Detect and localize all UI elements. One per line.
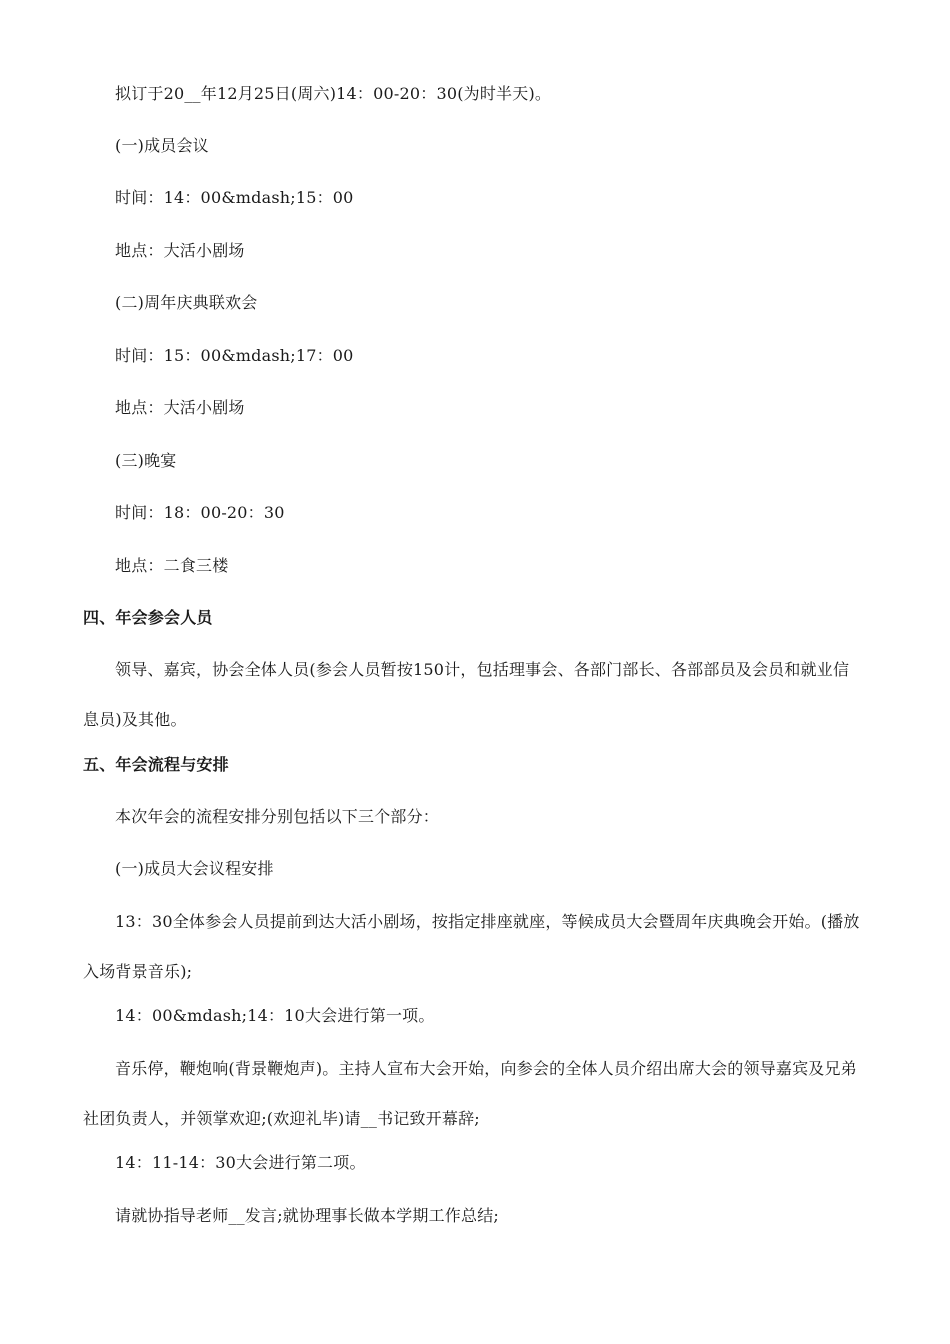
member-meeting-time: 时间：14：00&mdash;15：00 (115, 188, 354, 207)
section5-paragraph-arrival: 13：30全体参会人员提前到达大活小剧场，按指定排座就座，等候成员大会暨周年庆典晚会开始。(播放入场背景音乐); (83, 912, 860, 981)
section5-item1-time: 14：00&mdash;14：10大会进行第一项。 (115, 1006, 435, 1025)
anniversary-party-title: (二)周年庆典联欢会 (115, 293, 258, 312)
section5-heading: 五、年会流程与安排 (83, 755, 229, 774)
section5-paragraph-opening: 音乐停，鞭炮响(背景鞭炮声)。主持人宣布大会开始，向参会的全体人员介绍出席大会的领导嘉宾及兄弟社团负责人，并领掌欢迎;(欢迎礼毕)请__书记致开幕辞; (83, 1059, 857, 1128)
dinner-time: 时间：18：00-20：30 (115, 503, 285, 522)
section5-speech-line: 请就协指导老师__发言;就协理事长做本学期工作总结; (115, 1206, 499, 1225)
member-meeting-title: (一)成员会议 (115, 136, 209, 155)
anniversary-party-location: 地点：大活小剧场 (115, 398, 245, 417)
section5-item2-time: 14：11-14：30大会进行第二项。 (115, 1153, 366, 1172)
schedule-date-line: 拟订于20__年12月25日(周六)14：00-20：30(为时半天)。 (115, 84, 552, 103)
section5-intro: 本次年会的流程安排分别包括以下三个部分： (115, 807, 440, 826)
dinner-title: (三)晚宴 (115, 451, 177, 470)
anniversary-party-time: 时间：15：00&mdash;17：00 (115, 346, 354, 365)
section4-heading: 四、年会参会人员 (83, 608, 213, 627)
member-meeting-location: 地点：大活小剧场 (115, 241, 245, 260)
dinner-location: 地点：二食三楼 (115, 556, 229, 575)
section4-body: 领导、嘉宾，协会全体人员(参会人员暂按150计，包括理事会、各部门部长、各部部员及会员和就业信息员)及其他。 (83, 660, 850, 729)
section5-sub1-title: (一)成员大会议程安排 (115, 859, 274, 878)
